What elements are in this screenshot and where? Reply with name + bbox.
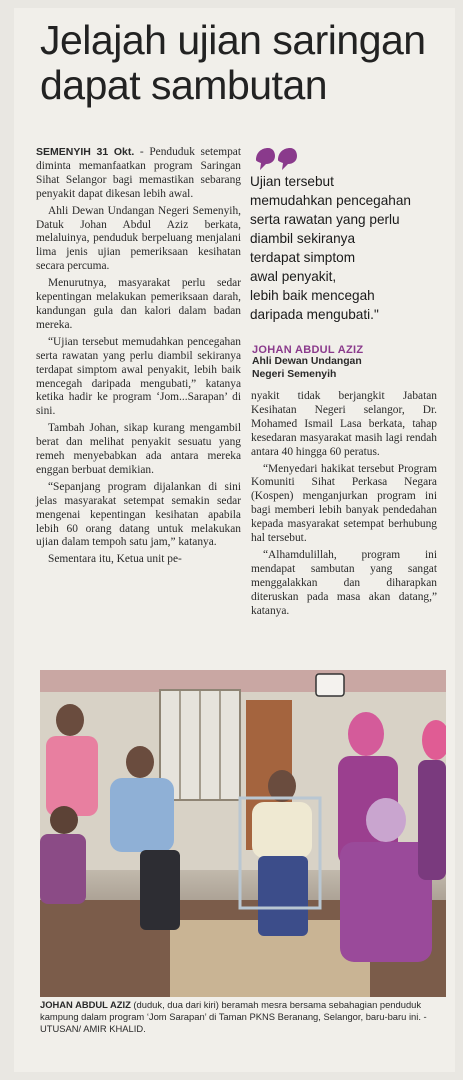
pull-quote-line: diambil sekiranya xyxy=(250,231,356,246)
attribution-name: JOHAN ABDUL AZIZ xyxy=(252,344,364,356)
article-paragraph: nyakit tidak berjangkit Jabatan Kesihatan Negeri selangor, Dr. Mohamed Ismail Lasa berkata, tahap kesedaran masyarakat masih lagi rendah antara 40 hingga 60 peratus. xyxy=(251,390,437,458)
pull-quote xyxy=(250,172,445,324)
article-paragraph: “Sepanjang program dijalankan di sini jelas masyarakat setempat semakin sedar mengenai kepentingan kesihatan apabila lebih 60 orang datang untuk melakukan ujian dalam tempoh satu jam,” katanya. xyxy=(36,480,241,549)
article-paragraph: “Ujian tersebut memudahkan pencegahan serta rawatan yang perlu diambil sekiranya terdapat simptom awal penyakit, lebih baik mencegah daripada mengubati,” katanya ketika hadir ke program ‘Jom...Sarapan’ di sini. xyxy=(36,335,241,418)
dateline: SEMENYIH 31 Okt. xyxy=(36,146,135,158)
news-photo xyxy=(40,670,446,997)
headline-line-2: dapat sambutan xyxy=(40,62,328,108)
caption-text: (duduk, dua dari kiri) beramah mesra bersama sebahagian penduduk kampung dalam program ‘Jom Sarapan’ di Taman PKNS Beranang, Selangor, baru-baru ini. - UTUSAN/ AMIR KHALID. xyxy=(40,999,427,1034)
news-photo-illustration xyxy=(40,670,446,997)
article-paragraph: Sementara itu, Ketua unit pe- xyxy=(48,553,182,566)
quote-mark-icon xyxy=(254,146,300,172)
pull-quote-line: awal penyakit, xyxy=(250,269,337,284)
article-paragraph: “Menyedari hakikat tersebut Program Komuniti Sihat Perkasa Negara (Kospen) menganjurkan program ini bagi memberi lebih banyak pendedahan kepada masyarakat setempat berhubung hal tersebut. xyxy=(251,462,437,545)
attribution-role-line-1: Ahli Dewan Undangan xyxy=(252,356,362,367)
headline-line-1: Jelajah ujian saringan xyxy=(40,17,426,63)
pull-quote-line: terdapat simptom xyxy=(250,250,356,265)
article-column-left xyxy=(36,146,241,570)
pull-quote-line: serta rawatan yang perlu xyxy=(250,212,400,227)
pull-quote-attribution xyxy=(252,344,442,381)
article-paragraph: Ahli Dewan Undangan Negeri Semenyih, Datuk Johan Abdul Aziz berkata, melaluinya, penduduk berpeluang menjalani lima jenis ujian pemeriksaan kesihatan secara percuma. xyxy=(36,204,241,273)
article-paragraph: SEMENYIH 31 Okt. - Penduduk setempat diminta memanfaatkan program Saringan Sihat Selangor bagi memastikan sebarang penyakit dapat dikesan lebih awal. xyxy=(36,146,241,200)
pull-quote-line: memudahkan pencegahan xyxy=(250,193,411,208)
article-paragraph: Tambah Johan, sikap kurang mengambil berat dan melihat penyakit sesuatu yang remeh menyebabkan ada antara mereka enggan berbuat demikian. xyxy=(36,422,241,476)
article-column-right xyxy=(251,390,437,622)
attribution-role-line-2: Negeri Semenyih xyxy=(252,368,337,380)
photo-caption xyxy=(40,999,450,1035)
caption-name: JOHAN ABDUL AZIZ xyxy=(40,999,131,1010)
pull-quote-line: lebih baik mencegah xyxy=(250,288,375,303)
pull-quote-line: daripada mengubati." xyxy=(250,307,379,322)
article-paragraph: “Alhamdulillah, program ini mendapat sambutan yang sangat menggalakkan dan diharapkan diteruskan pada masa akan datang,” katanya. xyxy=(251,548,437,617)
pull-quote-line: Ujian tersebut xyxy=(250,174,334,189)
article-paragraph: Menurutnya, masyarakat perlu sedar kepentingan melakukan pemeriksaan darah, kandungan gula dan kalori dalam badan mereka. xyxy=(36,277,241,331)
article-headline xyxy=(40,18,440,108)
